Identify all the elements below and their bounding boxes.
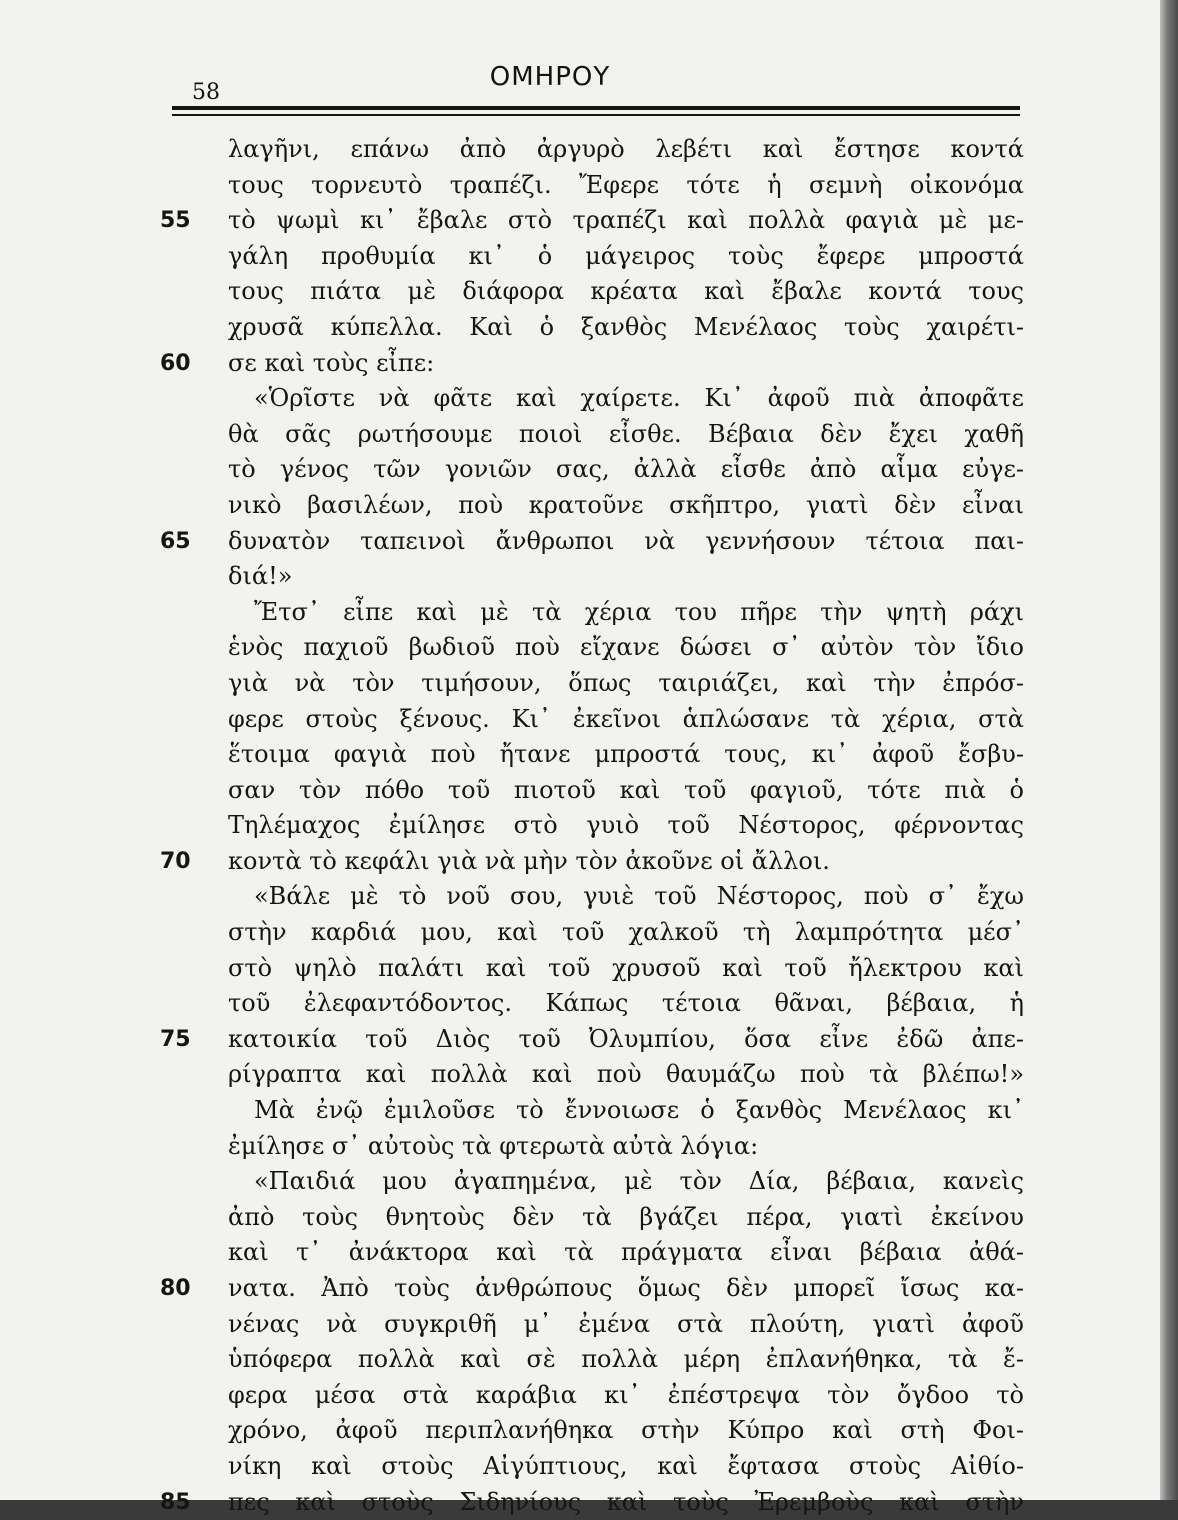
line-text: νένας νὰ συγκριθῆ μ᾽ ἐμένα στὰ πλούτη, γιατὶ ἀφοῦ	[228, 1309, 1024, 1338]
text-line	[160, 168, 1030, 204]
running-title: ΟΜΗΡΟΥ	[489, 62, 611, 92]
line-text: τὸ ψωμὶ κι᾽ ἔβαλε στὸ τραπέζι καὶ πολλὰ φαγιὰ μὲ με-	[228, 206, 1024, 235]
text-line	[160, 1485, 1030, 1520]
line-text: ἀπὸ τοὺς θνητοὺς δὲν τὰ βγάζει πέρα, γιατὶ ἐκείνου	[228, 1202, 1024, 1231]
text-line	[160, 1271, 1030, 1307]
line-text: ἐμίλησε σ᾽ αὐτοὺς τὰ φτερωτὰ αὐτὰ λόγια:	[228, 1131, 759, 1160]
text-line	[160, 773, 1030, 809]
text-line	[160, 1022, 1030, 1058]
text-line	[160, 986, 1030, 1022]
line-text: νικὸ βασιλέων, ποὺ κρατοῦνε σκῆπτρο, γιατὶ δὲν εἶναι	[228, 490, 1024, 519]
text-line	[160, 951, 1030, 987]
line-text: νίκη καὶ στοὺς Αἰγύπτιους, καὶ ἔφτασα στοὺς Αἰθίο-	[228, 1451, 1024, 1480]
line-text: δυνατὸν ταπεινοὶ ἄνθρωποι νὰ γεννήσουν τέτοια παι-	[228, 526, 1024, 555]
text-line	[160, 702, 1030, 738]
text-line	[160, 524, 1030, 560]
line-text: τὸ γένος τῶν γονιῶν σας, ἀλλὰ εἶσθε ἀπὸ αἷμα εὐγε-	[228, 455, 1024, 484]
text-line	[160, 452, 1030, 488]
text-line	[160, 488, 1030, 524]
text-line	[160, 844, 1030, 880]
text-line	[160, 346, 1030, 382]
line-text: ρίγραπτα καὶ πολλὰ καὶ ποὺ θαυμάζω ποὺ τὰ βλέπω!»	[228, 1060, 1024, 1089]
text-line	[160, 1057, 1030, 1093]
text-line	[160, 1093, 1030, 1129]
text-line	[160, 1164, 1030, 1200]
text-line	[160, 666, 1030, 702]
line-text: στὴν καρδιά μου, καὶ τοῦ χαλκοῦ τὴ λαμπρότητα μέσ᾽	[228, 918, 1024, 947]
header-rule-thin	[172, 114, 1020, 116]
text-line	[160, 274, 1030, 310]
line-number: 55	[160, 208, 191, 234]
page-edge	[1160, 0, 1178, 1500]
line-text: καὶ τ᾽ ἀνάκτορα καὶ τὰ πράγματα εἶναι βέβαια ἀθά-	[228, 1238, 1024, 1267]
line-number: 75	[160, 1026, 191, 1052]
body-text	[160, 132, 1030, 1520]
line-text: στὸ ψηλὸ παλάτι καὶ τοῦ χρυσοῦ καὶ τοῦ ἤλεκτρου καὶ	[228, 953, 1024, 982]
line-number: 70	[160, 848, 191, 874]
text-line	[160, 630, 1030, 666]
line-text: κατοικία τοῦ Διὸς τοῦ Ὀλυμπίου, ὅσα εἶνε ἐδῶ ἀπε-	[228, 1024, 1024, 1053]
header-rule	[172, 106, 1020, 110]
text-line	[160, 203, 1030, 239]
line-text: χρυσᾶ κύπελλα. Καὶ ὁ ξανθὸς Μενέλαος τοὺς χαιρέτι-	[228, 312, 1024, 341]
line-text: «Παιδιά μου ἀγαπημένα, μὲ τὸν Δία, βέβαια, κανεὶς	[254, 1167, 1024, 1196]
line-text: ἑνὸς παχιοῦ βωδιοῦ ποὺ εἴχανε δώσει σ᾽ αὐτὸν τὸν ἴδιο	[228, 633, 1024, 662]
line-text: φερε στοὺς ξένους. Κι᾽ ἐκεῖνοι ἁπλώσανε τὰ χέρια, στὰ	[228, 704, 1024, 733]
text-line	[160, 417, 1030, 453]
line-text: σε καὶ τοὺς εἶπε:	[228, 348, 435, 377]
text-line	[160, 1307, 1030, 1343]
line-number: 65	[160, 528, 191, 554]
line-text: σαν τὸν πόθο τοῦ πιοτοῦ καὶ τοῦ φαγιοῦ, τότε πιὰ ὁ	[228, 775, 1024, 804]
line-text: γάλη προθυμία κι᾽ ὁ μάγειρος τοὺς ἔφερε μπροστά	[228, 241, 1024, 270]
line-number: 60	[160, 350, 191, 376]
text-line	[160, 595, 1030, 631]
line-text: πες καὶ στοὺς Σιδηνίους καὶ τοὺς Ἐρεμβοὺς καὶ στὴν	[228, 1487, 1024, 1516]
text-line	[160, 132, 1030, 168]
line-text: διά!»	[228, 562, 293, 591]
text-line	[160, 1129, 1030, 1165]
line-text: «Βάλε μὲ τὸ νοῦ σου, γυιὲ τοῦ Νέστορος, ποὺ σ᾽ ἔχω	[254, 882, 1024, 911]
text-line	[160, 1200, 1030, 1236]
line-text: τοῦ ἐλεφαντόδοντος. Κάπως τέτοια θᾶναι, βέβαια, ἡ	[228, 989, 1024, 1018]
line-number: 85	[160, 1489, 191, 1515]
line-text: γιὰ νὰ τὸν τιμήσουν, ὅπως ταιριάζει, καὶ τὴν ἐπρόσ-	[228, 668, 1024, 697]
text-line	[160, 879, 1030, 915]
page-number: 58	[192, 80, 220, 105]
line-text: Μὰ ἐνῷ ἐμιλοῦσε τὸ ἔννοιωσε ὁ ξανθὸς Μενέλαος κι᾽	[254, 1096, 1024, 1125]
text-line	[160, 310, 1030, 346]
line-text: κοντὰ τὸ κεφάλι γιὰ νὰ μὴν τὸν ἀκοῦνε οἱ ἄλλοι.	[228, 846, 830, 875]
text-line	[160, 737, 1030, 773]
line-text: λαγῆνι, επάνω ἀπὸ ἀργυρὸ λεβέτι καὶ ἔστησε κοντά	[228, 135, 1024, 163]
line-text: χρόνο, ἀφοῦ περιπλανήθηκα στὴν Κύπρο καὶ στὴ Φοι-	[228, 1416, 1024, 1445]
line-text: φερα μέσα στὰ καράβια κι᾽ ἐπέστρεψα τὸν ὄγδοο τὸ	[228, 1380, 1024, 1409]
line-text: Ἔτσ᾽ εἶπε καὶ μὲ τὰ χέρια του πῆρε τὴν ψητὴ ράχι	[254, 597, 1024, 626]
text-line	[160, 239, 1030, 275]
line-text: νατα. Ἀπὸ τοὺς ἀνθρώπους ὅμως δὲν μπορεῖ ἴσως κα-	[228, 1274, 1024, 1302]
line-text: «Ὁρῖστε νὰ φᾶτε καὶ χαίρετε. Κι᾽ ἀφοῦ πιὰ ἀποφᾶτε	[254, 384, 1024, 413]
text-line	[160, 1342, 1030, 1378]
text-line	[160, 1413, 1030, 1449]
line-text: τους τορνευτὸ τραπέζι. Ἔφερε τότε ἡ σεμνὴ οἰκονόμα	[228, 170, 1024, 199]
text-line	[160, 559, 1030, 595]
line-text: Τηλέμαχος ἐμίλησε στὸ γυιὸ τοῦ Νέστορος, φέρνοντας	[228, 811, 1024, 840]
line-text: θὰ σᾶς ρωτήσουμε ποιοὶ εἶσθε. Βέβαια δὲν ἔχει χαθῆ	[228, 419, 1024, 448]
text-line	[160, 1449, 1030, 1485]
text-line	[160, 808, 1030, 844]
line-text: τους πιάτα μὲ διάφορα κρέατα καὶ ἔβαλε κοντά τους	[228, 277, 1024, 306]
text-line	[160, 1378, 1030, 1414]
text-line	[160, 1235, 1030, 1271]
line-text: ὑπόφερα πολλὰ καὶ σὲ πολλὰ μέρη ἐπλανήθηκα, τὰ ἔ-	[228, 1345, 1024, 1374]
text-line	[160, 381, 1030, 417]
line-text: ἕτοιμα φαγιὰ ποὺ ἤτανε μπροστά τους, κι᾽ ἀφοῦ ἔσβυ-	[228, 740, 1024, 769]
text-line	[160, 915, 1030, 951]
line-number: 80	[160, 1276, 191, 1301]
